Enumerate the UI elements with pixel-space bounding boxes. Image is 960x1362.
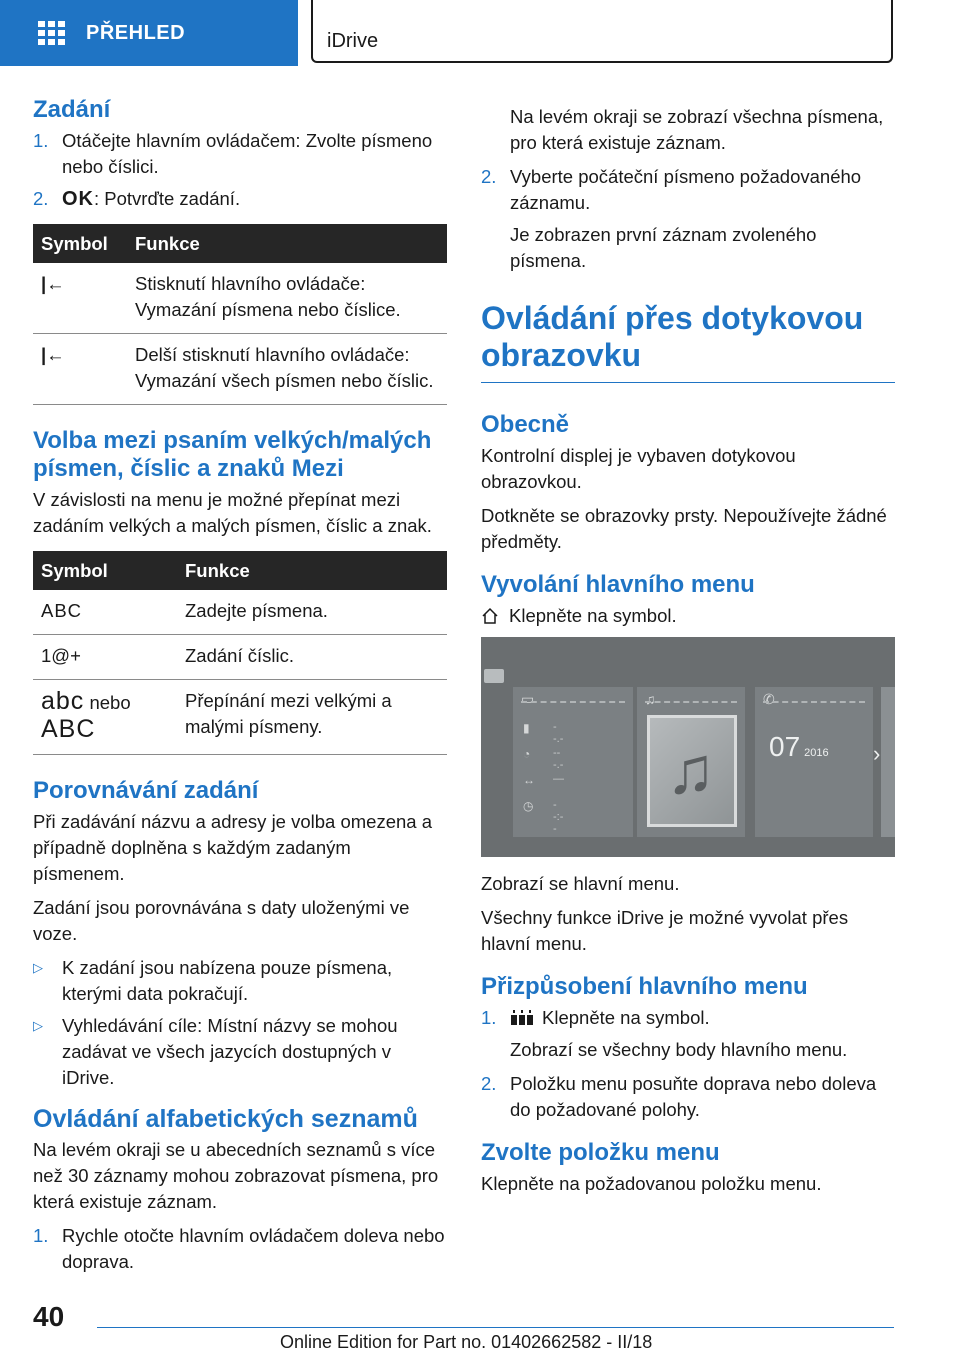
menu-edit-icon (484, 669, 504, 683)
heading-porovnani: Porovnávání zadání (33, 777, 259, 804)
list-item: 2. OK: Potvrďte zadání. (33, 188, 241, 210)
heading-vyvolani: Vyvolání hlavního menu (481, 571, 755, 598)
page-number: 40 (33, 1301, 65, 1332)
left-column (33, 96, 447, 1281)
table-row: abc nebo ABC Přepínání mezi velkými a malými písmeny. (33, 680, 447, 755)
paragraph: Klepněte na požadovanou položku menu. (481, 1173, 822, 1194)
music-icon: ♫ (645, 691, 656, 707)
car-icon: ▭ (521, 691, 535, 707)
chapter-title: iDrive (327, 30, 379, 52)
paragraph: Klepněte na symbol. (481, 603, 895, 629)
list-item: 1. Rychle otočte hlavním ovládačem doleva nebo doprava. (33, 1225, 445, 1272)
triangle-bullet-icon: ▷ (33, 1018, 43, 1033)
right-column (481, 104, 895, 1205)
paragraph: Všechny funkce iDrive je možné vyvolat přes hlavní menu. (481, 907, 849, 954)
ok-icon: OK (62, 188, 94, 210)
list-item: ▷ Vyhledávání cíle: Místní názvy se mohou zadávat ve všech jazycích dostupných v iDrive. (33, 1013, 447, 1091)
section-title-wrap (481, 300, 895, 383)
date-year: 2016 (804, 747, 829, 759)
paragraph: Při zadávání názvu a adresy je volba omezena a případně doplněna s každým zadaným písmenem. (33, 811, 433, 884)
media-tile (637, 687, 745, 837)
grid-menu-icon (38, 21, 66, 45)
symbol-table-delete (33, 224, 447, 405)
music-note-icon: ♫ (666, 733, 716, 807)
table-row: ABC Zadejte písmena. (33, 590, 447, 635)
paragraph: V závislosti na menu je možné přepínat mezi zadáním velkých a malých písmen, číslic a znak. (33, 489, 432, 536)
list-item: 1. Klepněte na symbol. (481, 1007, 710, 1028)
paragraph: Zadání jsou porovnávána s daty uloženými ve voze. (33, 897, 410, 944)
heading-obecne: Obecně (481, 411, 570, 438)
col-funkce: Funkce (177, 551, 447, 590)
triangle-bullet-icon: ▷ (33, 960, 43, 975)
speed-icon: ◔ ---.- (523, 747, 564, 771)
paragraph: Zobrazí se všechny body hlavního menu. (510, 1039, 848, 1060)
next-tile (881, 687, 895, 837)
uppercase-icon: ABC (33, 590, 177, 635)
section-title: Ovládání přes dotykovou obrazovku (481, 300, 864, 373)
footer-edition: Online Edition for Part no. 01402662582 - II/18 (280, 1332, 653, 1352)
table-row: |← Delší stisknutí hlavního ovládače: Vymazání všech písmen nebo číslic. (33, 334, 447, 405)
paragraph: Zobrazí se hlavní menu. (481, 873, 680, 894)
overview-tab[interactable] (0, 0, 298, 66)
delete-icon: |← (33, 263, 127, 334)
heading-volba: Volba mezi psaním velkých/malých písmen, číslic a znaků Mezi (33, 427, 432, 482)
chapter-header (311, 0, 893, 63)
vehicle-tile (513, 687, 633, 837)
overview-tab-label: PŘEHLED (86, 21, 186, 44)
paragraph: Kontrolní displej je vybaven dotykovou obrazovkou. (481, 445, 796, 492)
clock-icon: ◷ --:-- (523, 799, 564, 835)
delete-all-icon: |← (33, 334, 127, 405)
table-row: |← Stisknutí hlavního ovládače: Vymazání písmena nebo číslice. (33, 263, 447, 334)
heading-prizpusobeni: Přizpůsobení hlavního menu (481, 973, 808, 1000)
heading-zadani: Zadání (33, 96, 111, 123)
home-icon (481, 607, 499, 625)
menu-edit-icon (510, 1010, 534, 1026)
distance-icon: ↔ — (523, 773, 564, 787)
heading-zvolte: Zvolte položku menu (481, 1139, 720, 1166)
phone-icon: ✆ (763, 691, 775, 707)
table-row: 1@+ Zadání číslic. (33, 635, 447, 680)
paragraph: Na levém okraji se u abecedních seznamů s více než 30 záznamy mohou zobrazovat písmena, pro která existuje záznam. (33, 1139, 439, 1212)
paragraph: Je zobrazen první záznam zvoleného písmena. (510, 224, 817, 271)
paragraph: Dotkněte se obrazovky prsty. Nepoužívejte žádné předměty. (481, 505, 887, 552)
chevron-right-icon: › (873, 741, 881, 766)
fuel-icon: ▮ --.- (523, 721, 564, 745)
list-item: 2. Položku menu posuňte doprava nebo doleva do požadované polohy. (481, 1073, 877, 1120)
list-item: 2. Vyberte počáteční písmeno požadovaného záznamu. (481, 166, 862, 213)
heading-seznamy: Ovládání alfabetických seznamů (33, 1105, 418, 1133)
symbol-table-case (33, 551, 447, 755)
col-symbol: Symbol (33, 224, 127, 263)
footer-divider (97, 1327, 894, 1328)
uppercase-icon: ABC (41, 715, 96, 743)
col-symbol: Symbol (33, 551, 177, 590)
main-menu-screenshot (481, 637, 895, 857)
lowercase-icon: abc (41, 687, 85, 715)
list-item: ▷ K zadání jsou nabízena pouze písmena, kterými data pokračují. (33, 955, 447, 1007)
date-day: 07 (769, 731, 801, 762)
phone-tile (755, 687, 873, 837)
paragraph: Na levém okraji se zobrazí všechna písmena, pro která existuje záznam. (510, 106, 884, 153)
numbers-icon: 1@+ (33, 635, 177, 680)
list-item: 1. Otáčejte hlavním ovládačem: Zvolte písmeno nebo číslici. (33, 130, 433, 177)
col-funkce: Funkce (127, 224, 447, 263)
